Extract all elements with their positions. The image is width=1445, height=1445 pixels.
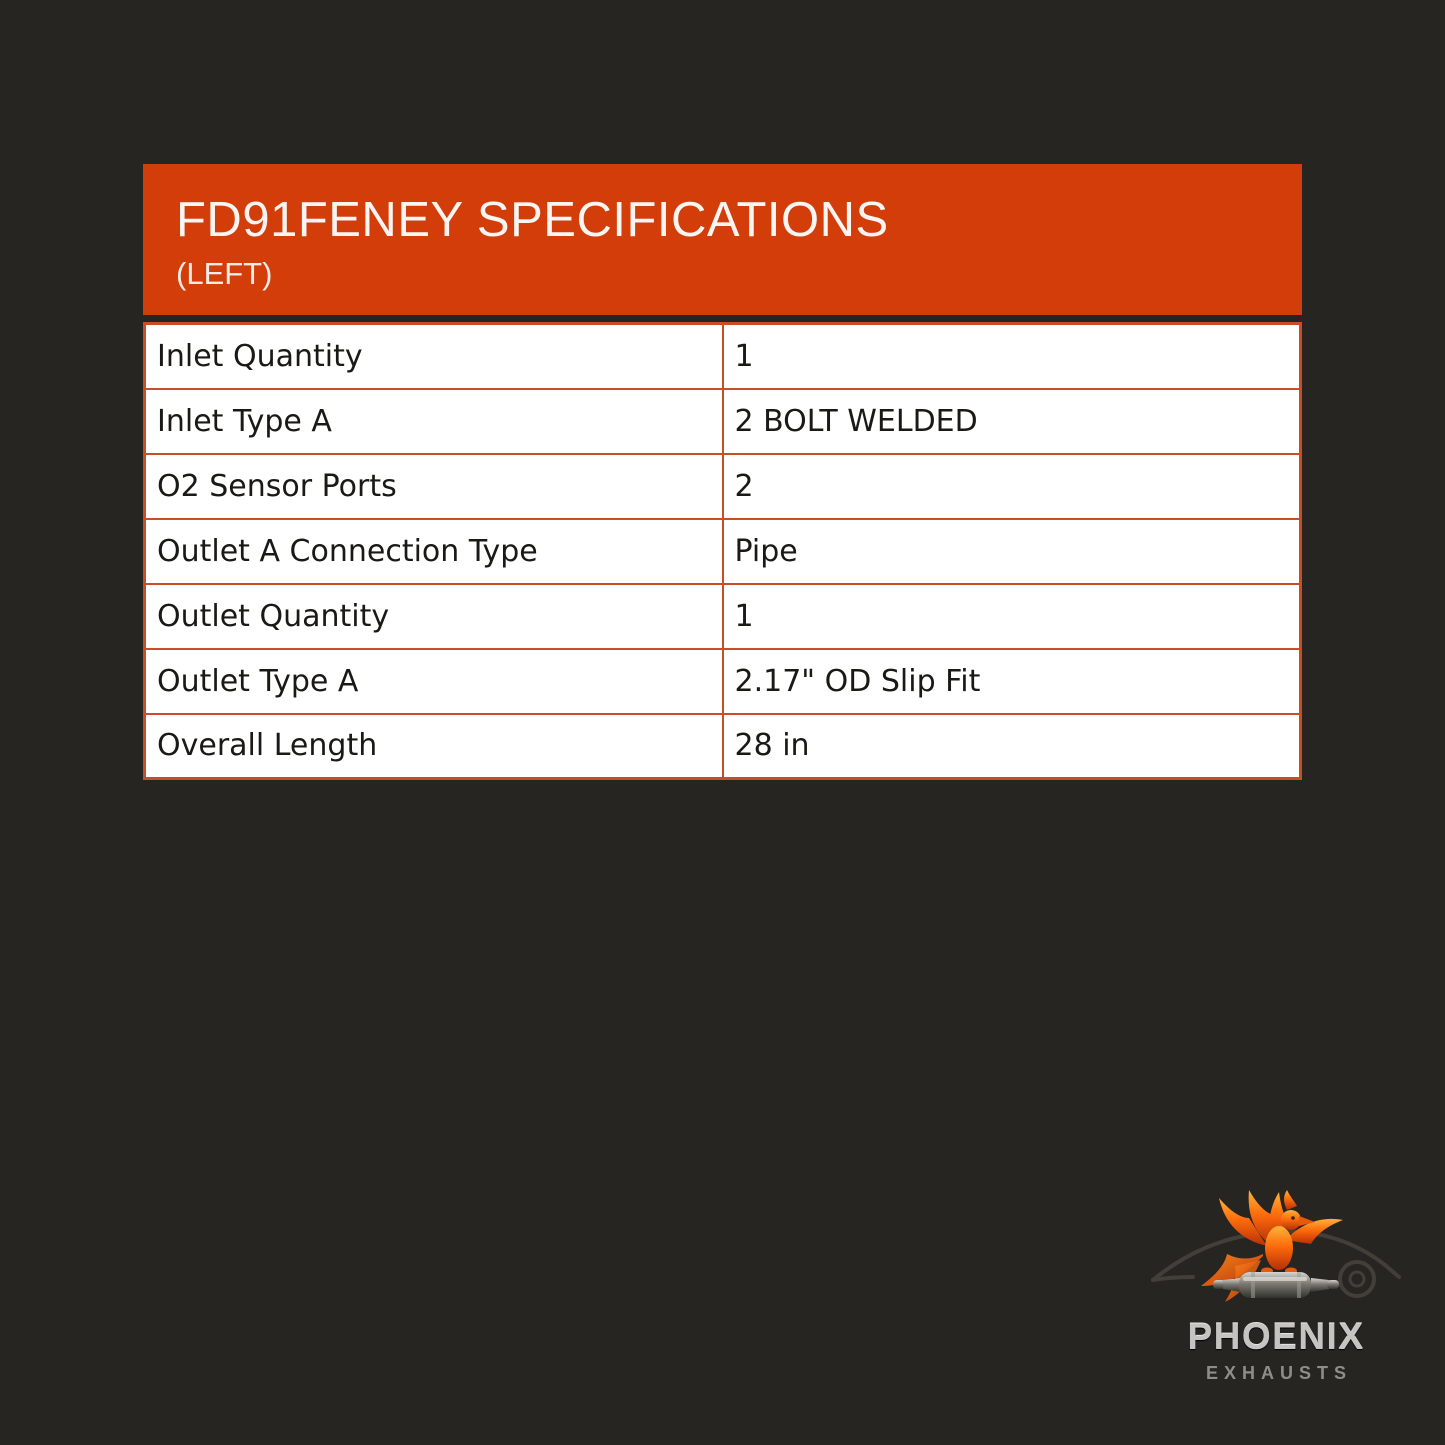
spec-label: Outlet Type A	[145, 649, 723, 714]
table-row	[145, 584, 1301, 649]
spec-value: 1	[723, 584, 1301, 649]
spec-value: 2	[723, 454, 1301, 519]
spec-label: O2 Sensor Ports	[145, 454, 723, 519]
spec-table	[143, 322, 1302, 780]
spec-value: 1	[723, 324, 1301, 389]
table-row	[145, 324, 1301, 389]
spec-label: Overall Length	[145, 714, 723, 779]
table-row	[145, 519, 1301, 584]
spec-header-banner	[143, 164, 1302, 315]
brand-name: PHOENIX	[1187, 1316, 1365, 1357]
spec-label: Outlet Quantity	[145, 584, 723, 649]
table-row	[145, 649, 1301, 714]
table-row	[145, 714, 1301, 779]
spec-label: Inlet Type A	[145, 389, 723, 454]
spec-value: 28 in	[723, 714, 1301, 779]
table-row	[145, 389, 1301, 454]
page-title: FD91FENEY SPECIFICATIONS	[176, 193, 889, 247]
brand-logo	[1145, 1180, 1407, 1384]
brand-tagline: EXHAUSTS	[1205, 1362, 1352, 1383]
spec-value: 2.17" OD Slip Fit	[723, 649, 1301, 714]
phoenix-on-muffler-with-car-silhouette-icon	[1145, 1180, 1407, 1316]
spec-value: Pipe	[723, 519, 1301, 584]
spec-label: Inlet Quantity	[145, 324, 723, 389]
table-row	[145, 454, 1301, 519]
spec-value: 2 BOLT WELDED	[723, 389, 1301, 454]
spec-label: Outlet A Connection Type	[145, 519, 723, 584]
page-subtitle: (LEFT)	[176, 255, 273, 291]
